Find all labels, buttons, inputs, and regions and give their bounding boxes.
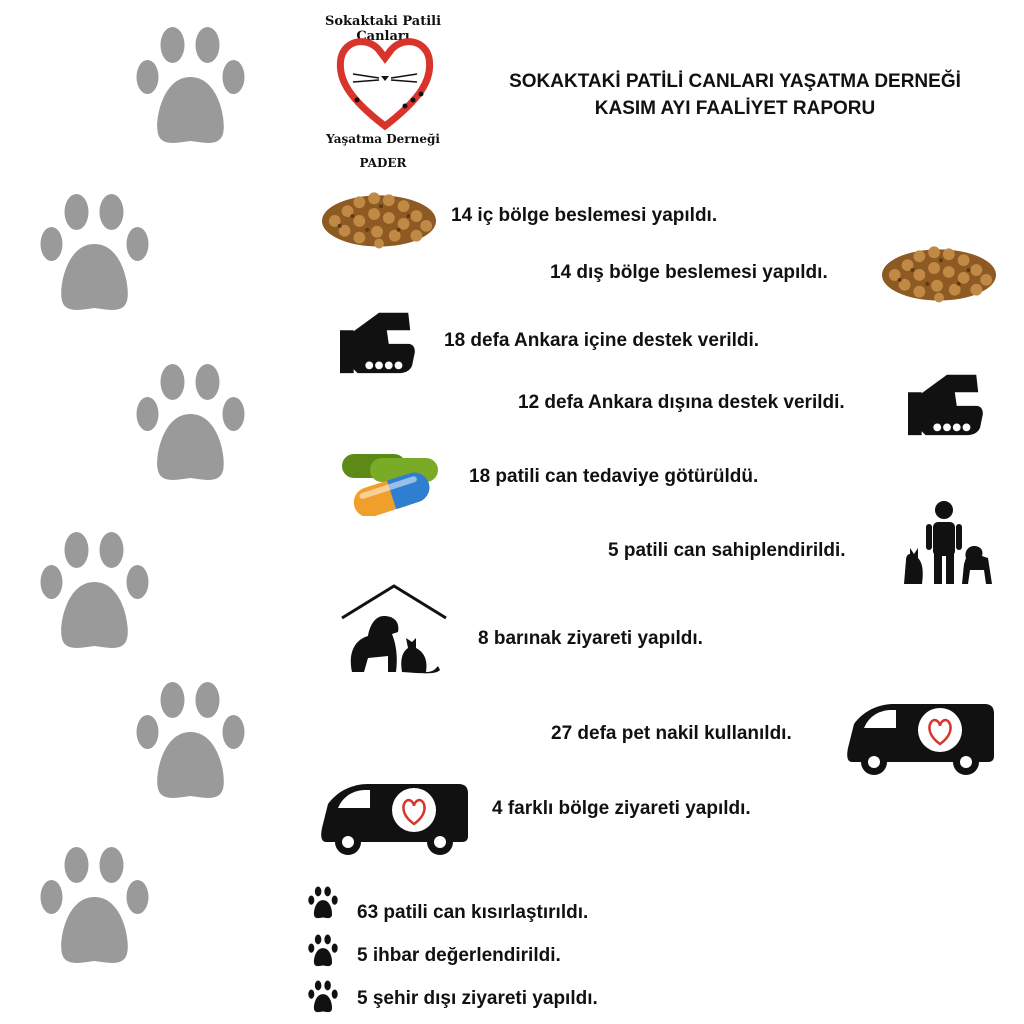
helping-hand-icon	[908, 366, 986, 438]
activity-text: 12 defa Ankara dışına destek verildi.	[518, 392, 845, 413]
gray-paw-icon	[128, 25, 253, 150]
pet-transport-van-icon	[318, 780, 470, 856]
activity-text: 18 patili can tedaviye götürüldü.	[469, 466, 759, 487]
organization-name: SOKAKTAKİ PATİLİ CANLARI YAŞATMA DERNEĞİ	[509, 71, 961, 92]
paw-bullet-icon	[306, 934, 340, 968]
activity-text: 4 farklı bölge ziyareti yapıldı.	[492, 798, 751, 819]
logo-abbreviation: PADER	[359, 156, 407, 170]
logo-bottom-text: Yaşatma Derneği	[326, 132, 440, 146]
bullet-text: 5 şehir dışı ziyareti yapıldı.	[357, 988, 598, 1009]
bullet-text: 63 patili can kısırlaştırıldı.	[357, 902, 589, 923]
cat-food-icon	[320, 186, 438, 250]
activity-text: 14 iç bölge beslemesi yapıldı.	[451, 205, 718, 226]
gray-paw-icon	[32, 530, 157, 655]
activity-text: 14 dış bölge beslemesi yapıldı.	[550, 262, 828, 283]
cat-food-icon	[880, 240, 998, 304]
gray-paw-icon	[32, 192, 157, 317]
paw-bullet-icon	[306, 980, 340, 1014]
medicine-pills-icon	[336, 448, 442, 516]
report-title	[470, 68, 1000, 122]
pet-transport-van-icon	[844, 700, 996, 776]
activity-text: 27 defa pet nakil kullanıldı.	[551, 723, 792, 744]
gray-paw-icon	[128, 680, 253, 805]
logo-top-text: Sokaktaki Patili Canları	[324, 14, 442, 44]
paw-bullet-icon	[306, 886, 340, 920]
activity-text: 18 defa Ankara içine destek verildi.	[444, 330, 760, 351]
gray-paw-icon	[32, 845, 157, 970]
heart-logo-icon	[335, 34, 435, 132]
report-subtitle: KASIM AYI FAALİYET RAPORU	[594, 98, 876, 119]
activity-text: 8 barınak ziyareti yapıldı.	[478, 628, 703, 649]
bullet-text: 5 ihbar değerlendirildi.	[357, 945, 561, 966]
activity-text: 5 patili can sahiplendirildi.	[608, 540, 846, 561]
shelter-house-icon	[338, 582, 450, 676]
adoption-family-icon	[900, 498, 996, 586]
helping-hand-icon	[340, 304, 418, 376]
gray-paw-icon	[128, 362, 253, 487]
